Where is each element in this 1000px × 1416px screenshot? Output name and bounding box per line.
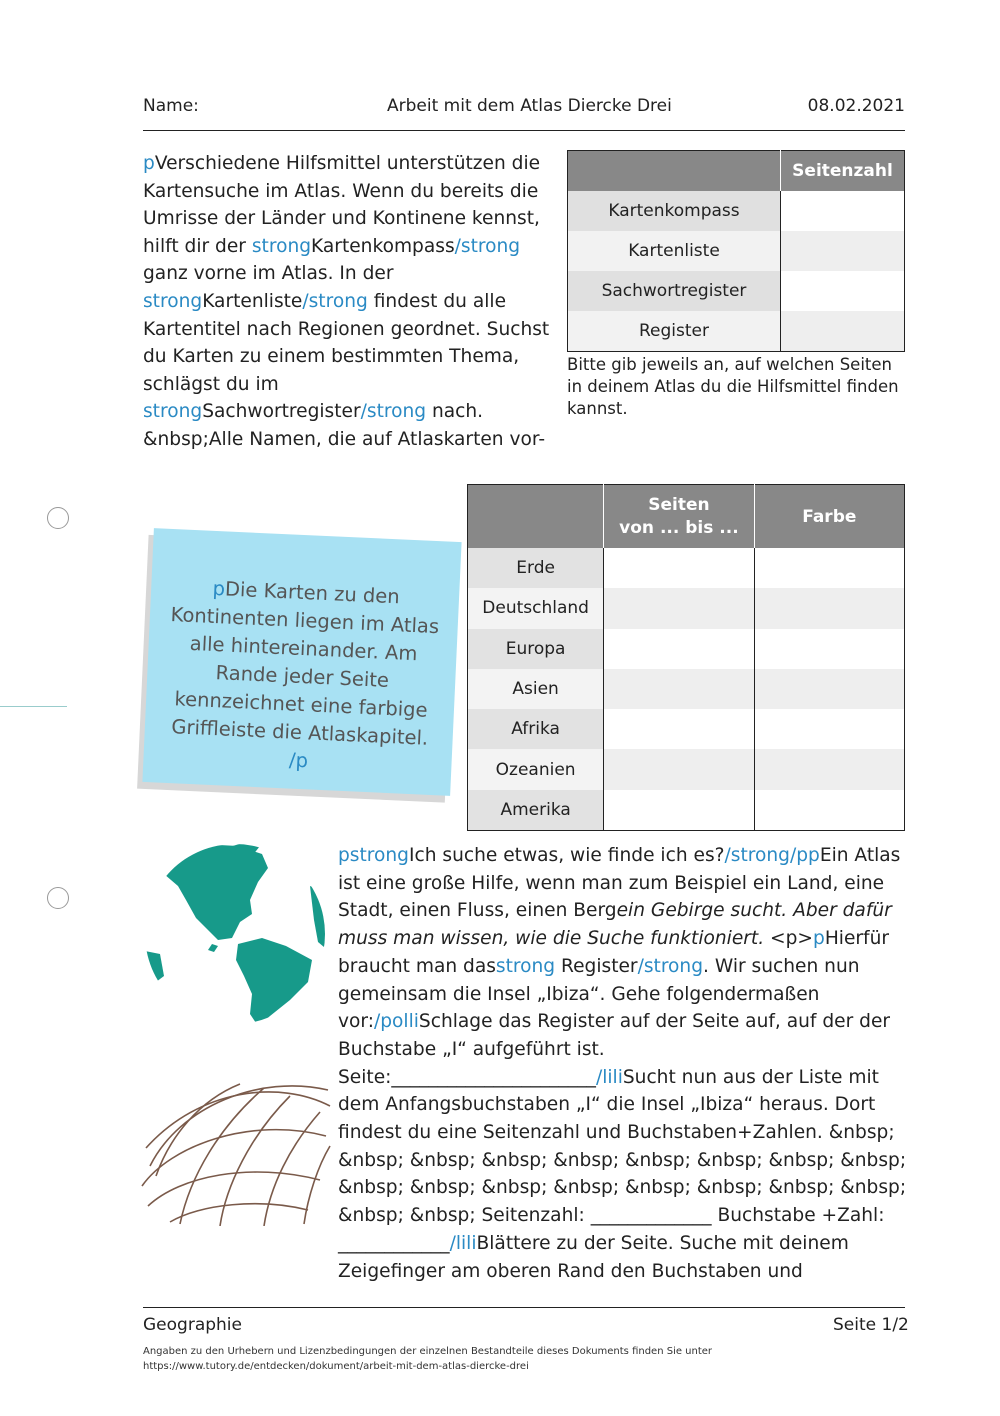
seiten-cell[interactable] <box>604 790 754 831</box>
credit-link[interactable]: https://www.tutory.de/entdecken/dokument/arbeit-mit-dem-atlas-diercke-drei <box>143 1361 529 1372</box>
info-note-text: pDie Karten zu den Kontinenten liegen im Atlas alle hintereinander. Am Rande jeder Seite kennzeichnet eine farbige Griffleiste die Atlaskapitel. /p <box>170 576 440 773</box>
kontinente-table <box>467 484 905 831</box>
farbe-cell[interactable] <box>754 709 904 749</box>
instructions-paragraph: pstrongIch suche etwas, wie finde ich es?/strong/ppEin Atlas ist eine große Hilfe, wenn man zum Beispiel ein Land, eine Stadt, einen Fluss, einen Bergein Gebirge sucht. Aber dafür muss man wissen, wie die Suche funktioniert. <p>pHierfür braucht man dasstrong Register/strong. Wir suchen nun gemeinsam die Insel „Ibiza“. Gehe folgendermaßen vor:/polliSchlage das Register auf der Seite auf, auf der der Buchstabe „I“ aufgeführt ist. Seite:______________________/liliSucht nun aus der Liste mit dem Anfangsbuchstaben „I“ die Insel „Ibiza“ heraus. Dort findest du eine Seitenzahl und Buchstaben+Zahlen. &nbsp; &nbsp; &nbsp; &nbsp; &nbsp; &nbsp; &nbsp; &nbsp; &nbsp; &nbsp; &nbsp; &nbsp; &nbsp; &nbsp; &nbsp; &nbsp; &nbsp; &nbsp; &nbsp; Seitenzahl: _____________ Buchstabe +Zahl: ____________/liliBlättere zu der Seite. Suche mit deinem Zeigefinger am oberen Rand den Buchstaben und <box>338 845 907 1282</box>
footer-page-number: Seite 1/2 <box>833 1315 909 1335</box>
farbe-cell[interactable] <box>754 588 904 628</box>
table-row-label: Ozeanien <box>468 749 604 789</box>
farbe-cell[interactable] <box>754 749 904 789</box>
document-date: 08.02.2021 <box>807 96 905 116</box>
table-row-label: Erde <box>468 548 604 588</box>
table-row-label: Kartenliste <box>568 231 781 271</box>
globe-icon <box>140 842 330 1027</box>
table-row-label: Deutschland <box>468 588 604 628</box>
fold-mark <box>0 706 67 707</box>
seiten-cell[interactable] <box>604 588 754 628</box>
intro-paragraph: pVerschiedene Hilfsmittel unterstützen die Kartensuche im Atlas. Wenn du bereits die Umrisse der Länder und Kontinene kennst, hilft dir der strongKartenkompass/strong ganz vorne im Atlas. In der strongKartenliste/strong findest du alle Kartentitel nach Regionen geordnet. Suchst du Karten zu einem bestimmten Thema, schlägst du im strongSachwortregister/strong nach. &nbsp;Alle Namen, die auf Atlaskarten vor- <box>143 153 550 450</box>
farbe-header: Farbe <box>754 485 904 549</box>
seiten-cell[interactable] <box>604 709 754 749</box>
seitenzahl-cell[interactable] <box>781 231 905 271</box>
page-header <box>143 96 905 131</box>
document-title: Arbeit mit dem Atlas Diercke Drei <box>387 96 672 116</box>
table-caption: Bitte gib jeweils an, auf welchen Seiten in deinem Atlas du die Hilfsmittel finden kannst. <box>567 355 899 418</box>
seiten-cell[interactable] <box>604 669 754 709</box>
footer-subject: Geographie <box>143 1315 242 1335</box>
table-row-label: Asien <box>468 669 604 709</box>
farbe-cell[interactable] <box>754 629 904 669</box>
seiten-cell[interactable] <box>604 749 754 789</box>
footer-divider <box>143 1307 905 1308</box>
seiten-cell[interactable] <box>604 629 754 669</box>
table-row-label: Europa <box>468 629 604 669</box>
seiten-cell[interactable] <box>604 548 754 588</box>
info-note <box>142 528 461 796</box>
table-row-label: Sachwortregister <box>568 271 781 311</box>
seitenzahl-cell[interactable] <box>781 311 905 352</box>
punch-hole-mark <box>47 507 69 529</box>
seiten-header: Seiten von ... bis ... <box>604 485 754 549</box>
table-row-label: Kartenkompass <box>568 191 781 231</box>
seitenzahl-cell[interactable] <box>781 191 905 231</box>
table-row-label: Afrika <box>468 709 604 749</box>
table-row-label: Amerika <box>468 790 604 831</box>
table-row-label: Register <box>568 311 781 352</box>
name-label: Name: <box>143 96 199 116</box>
wireframe-globe-icon <box>140 1076 332 1226</box>
farbe-cell[interactable] <box>754 669 904 709</box>
farbe-cell[interactable] <box>754 790 904 831</box>
seitenzahl-header: Seitenzahl <box>781 151 905 192</box>
seitenzahl-cell[interactable] <box>781 271 905 311</box>
footer-credit: Angaben zu den Urhebern und Lizenzbedingungen der einzelnen Bestandteile dieses Dokuments finden Sie unter https://www.tutory.de/entdecken/dokument/arbeit-mit-dem-atlas-diercke-drei <box>143 1346 713 1372</box>
farbe-cell[interactable] <box>754 548 904 588</box>
punch-hole-mark <box>47 887 69 909</box>
hilfsmittel-table <box>567 150 905 352</box>
